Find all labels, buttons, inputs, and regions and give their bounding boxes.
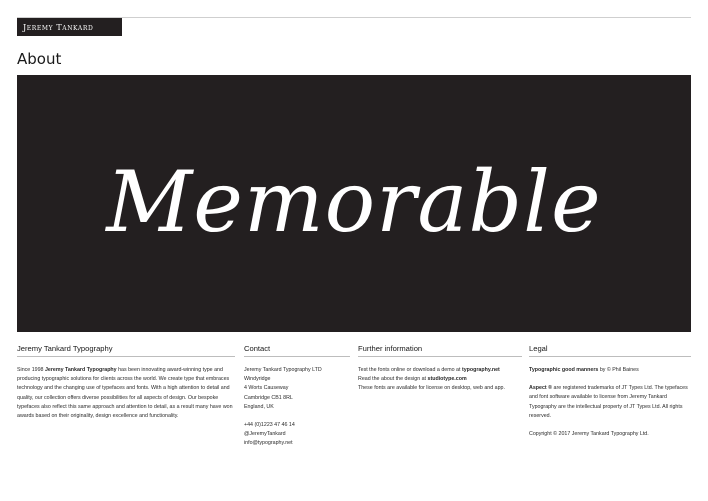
further-info-body <box>358 366 522 394</box>
about-paragraph <box>17 366 235 421</box>
logo-text: Jeremy Tankard <box>23 22 94 32</box>
contact-column <box>244 344 350 449</box>
further-line-2-text: Read the about the design at <box>358 376 428 383</box>
further-info-column <box>358 344 522 394</box>
legal-column <box>529 344 691 439</box>
typography-net-link[interactable]: typography.net <box>461 367 500 373</box>
spacer <box>529 421 691 430</box>
credit-line <box>529 366 691 375</box>
further-line-3: These fonts are available for license on desktop, web and app. <box>358 385 505 392</box>
legal-heading: Legal <box>529 344 691 357</box>
address-line: Cambridge CB1 8RL <box>244 394 293 401</box>
spacer <box>244 412 350 421</box>
twitter-handle[interactable]: @JeremyTankard <box>244 431 286 438</box>
about-body <box>17 366 235 421</box>
trademark-suffix: are registered trademarks of JT Types Ltd. The typefaces and font software available to license from Jeremy Tankard Typography are the intellectual property of JT Types Ltd. All rights reserved. <box>529 385 688 419</box>
further-info-heading: Further information <box>358 344 522 357</box>
address-line: Windyridge <box>244 376 271 383</box>
further-line-1-text: Test the fonts online or download a demo at <box>358 367 462 373</box>
address-line: 4 Worts Causeway <box>244 385 289 392</box>
further-line-2 <box>358 375 522 384</box>
about-column <box>17 344 235 421</box>
copyright-line: Copyright © 2017 Jeremy Tankard Typography Ltd. <box>529 431 649 438</box>
contact-heading: Contact <box>244 344 350 357</box>
about-intro-prefix: Since 1998 <box>17 367 45 373</box>
hero-word: Memorable <box>106 153 602 251</box>
address-line: Jeremy Tankard Typography LTD <box>244 367 322 373</box>
studiotype-link[interactable]: studiotype.com <box>427 376 467 383</box>
phone-number[interactable]: +44 (0)1223 47 46 14 <box>244 422 295 429</box>
email-link[interactable]: info@typography.net <box>244 440 293 447</box>
address-line: England, UK <box>244 403 274 410</box>
site-logo[interactable] <box>17 18 122 36</box>
legal-body <box>529 366 691 439</box>
page-title: About <box>17 50 62 68</box>
further-line-1 <box>358 366 522 375</box>
about-intro-strong: Jeremy Tankard Typography <box>44 367 117 373</box>
trademark-paragraph <box>529 384 691 421</box>
about-heading: Jeremy Tankard Typography <box>17 344 235 357</box>
hero-wordmark <box>17 75 691 332</box>
contact-body <box>244 366 350 449</box>
credit-strong: Typographic good manners <box>529 367 599 373</box>
about-intro-suffix: has been innovating award-winning type and producing typographic solutions for clients across the world. We create type that embraces technology and the changing use of typefaces and fonts. With a high attention to detail and quality, our collection offers diverse possibilities for all aspects of design. Our bespoke typefaces also reflect this same approach and attention to detail, as a result many have won awards based on their originality, design excellence and functionality. <box>17 367 233 420</box>
trademark-strong: Aspect ® <box>529 385 553 392</box>
credit-suffix: by © Phil Baines <box>598 367 639 373</box>
hero-banner <box>17 75 691 332</box>
spacer <box>529 375 691 384</box>
